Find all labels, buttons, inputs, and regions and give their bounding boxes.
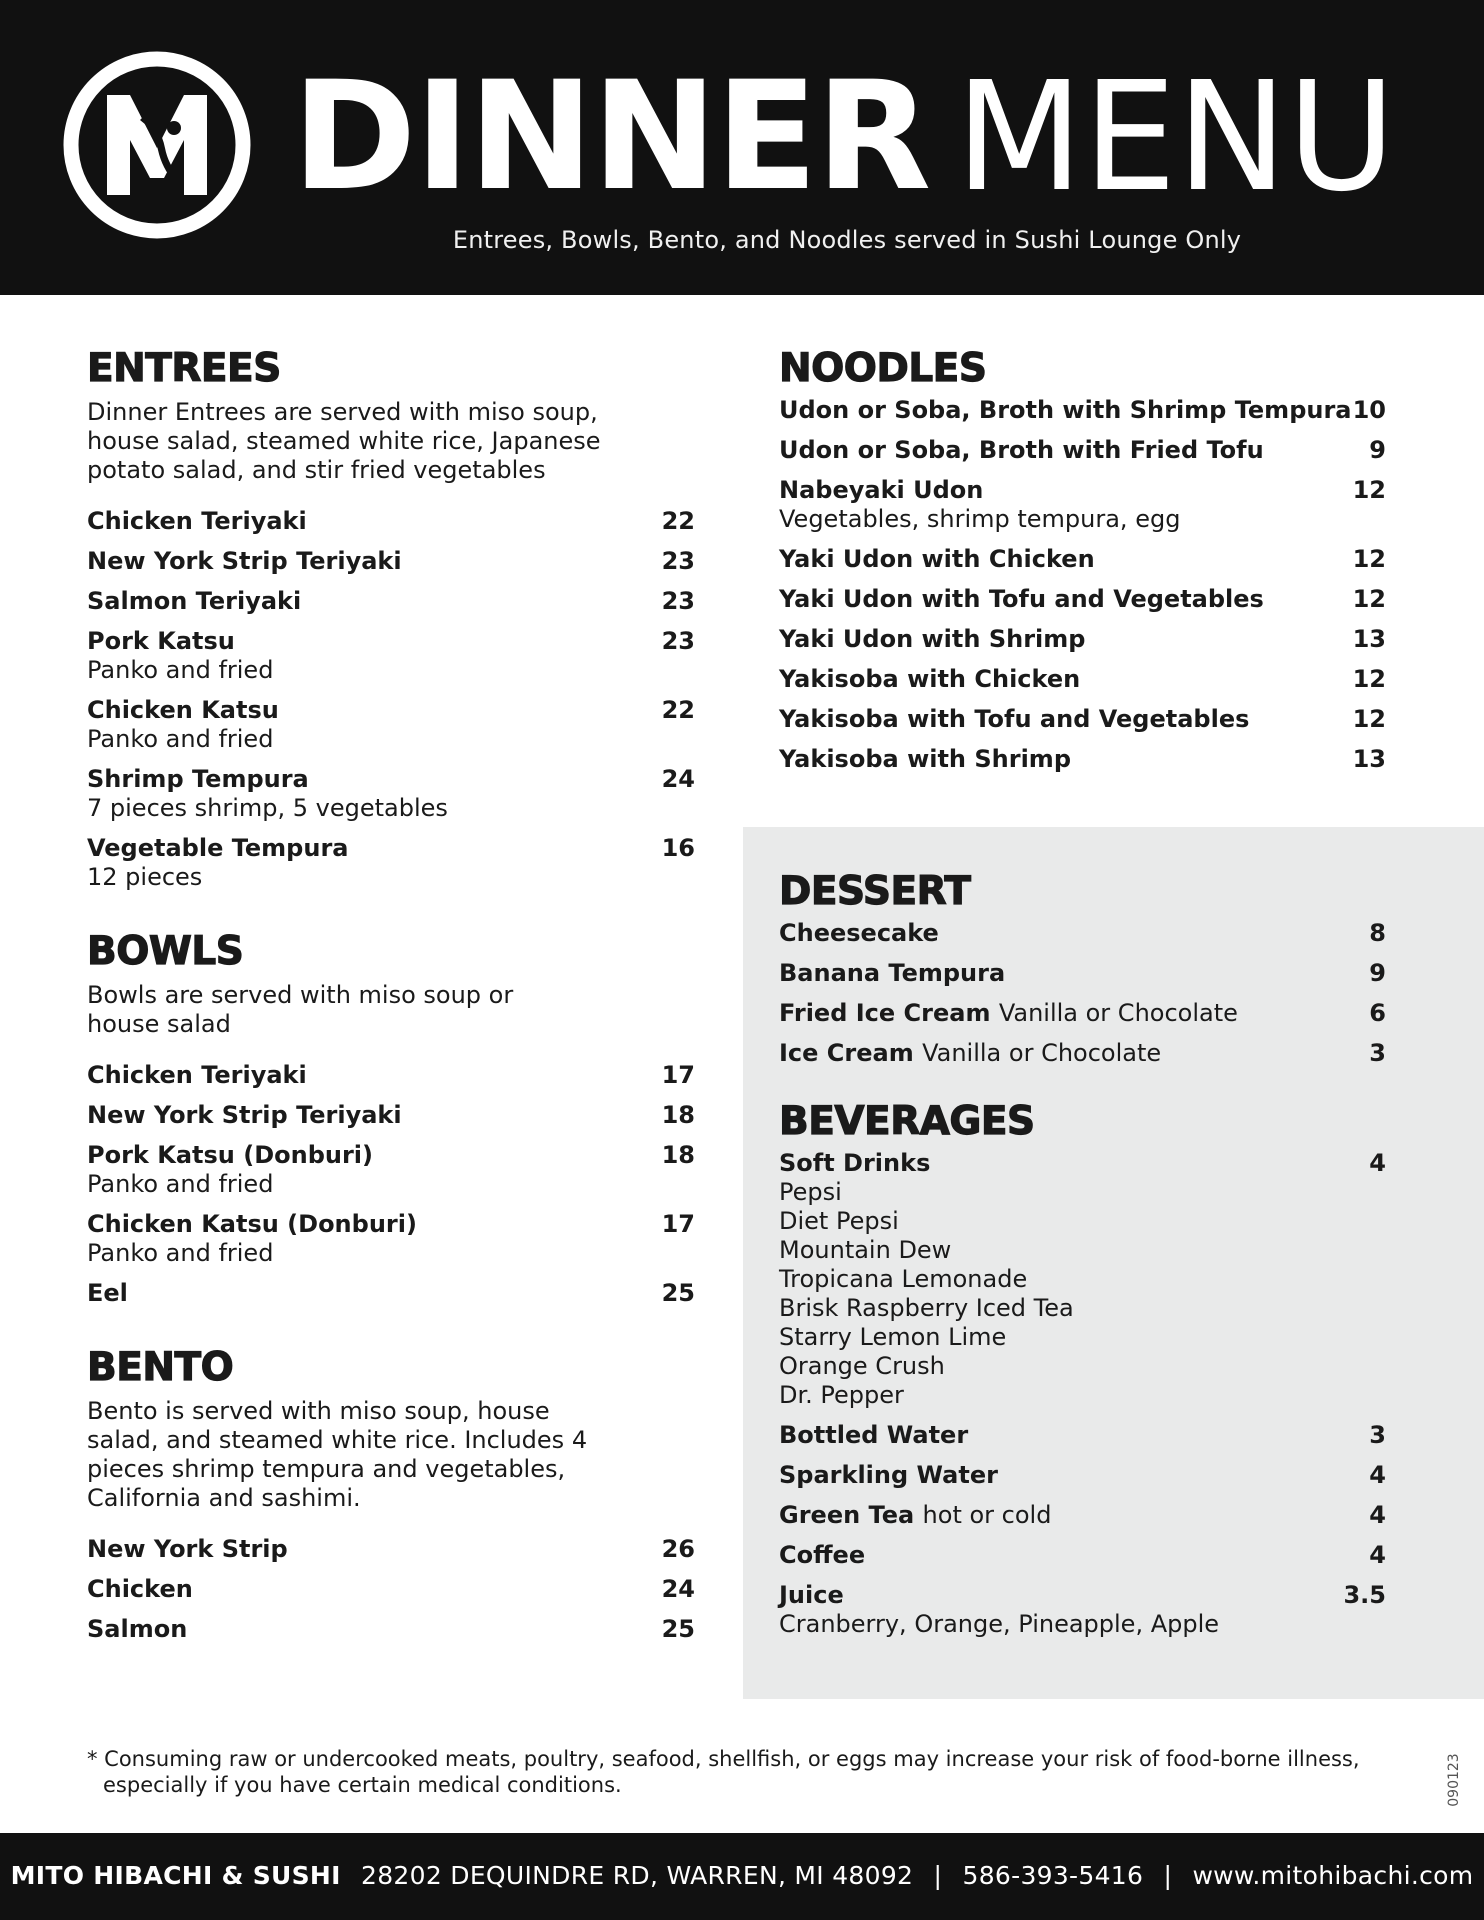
page-title bbox=[292, 49, 1396, 225]
item-name bbox=[779, 1501, 1051, 1530]
item-price: 4 bbox=[1369, 1461, 1386, 1489]
footer-address: 28202 DEQUINDRE RD, WARREN, MI 48092 bbox=[361, 1861, 914, 1890]
item-name bbox=[779, 1541, 865, 1570]
menu-item-row bbox=[87, 1535, 695, 1564]
item-name bbox=[779, 1039, 1161, 1068]
bento-intro: Bento is served with miso soup, house salad, and steamed white rice. Includes 4 pieces shrimp tempura and vegetables, California and sashimi. bbox=[87, 1397, 588, 1512]
item-price: 3 bbox=[1369, 1039, 1386, 1067]
item-name bbox=[779, 625, 1085, 654]
menu-item-row bbox=[87, 587, 695, 616]
item-title: Salmon bbox=[87, 1615, 188, 1643]
item-name bbox=[779, 919, 939, 948]
menu-item bbox=[87, 1101, 695, 1130]
item-price: 24 bbox=[661, 765, 695, 793]
item-price: 12 bbox=[1352, 665, 1386, 693]
item-price: 13 bbox=[1352, 745, 1386, 773]
item-name bbox=[779, 1581, 844, 1610]
item-name bbox=[87, 1061, 307, 1090]
item-name bbox=[87, 1210, 417, 1239]
item-title: Yakisoba with Chicken bbox=[779, 665, 1081, 693]
item-price: 24 bbox=[661, 1575, 695, 1603]
health-disclaimer bbox=[87, 1746, 1407, 1798]
menu-item bbox=[779, 705, 1386, 734]
menu-item-row bbox=[779, 919, 1386, 948]
print-code bbox=[1444, 1742, 1464, 1822]
menu-item bbox=[87, 1061, 695, 1090]
beverages-heading: BEVERAGES bbox=[779, 1099, 1035, 1144]
menu-item-row bbox=[779, 705, 1386, 734]
menu-item bbox=[87, 696, 695, 754]
item-title: Eel bbox=[87, 1279, 128, 1307]
item-name bbox=[779, 436, 1264, 465]
soft-drinks-item bbox=[779, 1149, 1386, 1410]
item-name bbox=[87, 1141, 373, 1170]
item-title: Ice Cream bbox=[779, 1039, 914, 1067]
item-title: Cheesecake bbox=[779, 919, 939, 947]
menu-item bbox=[87, 834, 695, 892]
item-title: Yaki Udon with Tofu and Vegetables bbox=[779, 585, 1264, 613]
menu-item bbox=[87, 1575, 695, 1604]
item-name bbox=[87, 587, 301, 616]
item-description: Panko and fried bbox=[87, 656, 274, 684]
item-price: 13 bbox=[1352, 625, 1386, 653]
menu-item bbox=[779, 1421, 1386, 1450]
item-price: 4 bbox=[1369, 1541, 1386, 1569]
item-name bbox=[779, 1461, 998, 1490]
item-price: 3 bbox=[1369, 1421, 1386, 1449]
title-dinner: DINNER bbox=[292, 50, 930, 224]
item-title: Chicken Teriyaki bbox=[87, 507, 307, 535]
item-price: 25 bbox=[661, 1615, 695, 1643]
menu-item-row bbox=[87, 1615, 695, 1644]
footer-separator: | bbox=[933, 1861, 943, 1890]
item-description: 12 pieces bbox=[87, 863, 203, 891]
item-title: New York Strip bbox=[87, 1535, 288, 1563]
dessert-list bbox=[779, 919, 1386, 1068]
item-title: Yakisoba with Shrimp bbox=[779, 745, 1071, 773]
disclaimer-line-1: * Consuming raw or undercooked meats, poultry, seafood, shellfish, or eggs may increase your risk of food-borne illness, bbox=[87, 1747, 1360, 1771]
item-title: Juice bbox=[779, 1581, 844, 1609]
item-description: Cranberry, Orange, Pineapple, Apple bbox=[779, 1610, 1220, 1638]
menu-item bbox=[779, 436, 1386, 465]
drink-option: Orange Crush bbox=[779, 1352, 945, 1380]
bento-heading: BENTO bbox=[87, 1345, 234, 1390]
item-title: Vegetable Tempura bbox=[87, 834, 349, 862]
item-title: Nabeyaki Udon bbox=[779, 476, 984, 504]
item-name bbox=[87, 696, 279, 725]
item-inline-description: Vanilla or Chocolate bbox=[922, 1039, 1162, 1067]
menu-item-row bbox=[779, 1039, 1386, 1068]
menu-item bbox=[779, 585, 1386, 614]
menu-item-row bbox=[779, 999, 1386, 1028]
drink-option: Starry Lemon Lime bbox=[779, 1323, 1007, 1351]
noodles-list bbox=[779, 396, 1386, 774]
menu-item bbox=[779, 665, 1386, 694]
item-price: 23 bbox=[661, 587, 695, 615]
footer-separator: | bbox=[1163, 1861, 1173, 1890]
menu-item-row bbox=[779, 1541, 1386, 1570]
item-title: Pork Katsu (Donburi) bbox=[87, 1141, 373, 1169]
footer-website[interactable]: www.mitohibachi.com bbox=[1192, 1861, 1474, 1890]
item-name bbox=[87, 1535, 288, 1564]
item-price: 3.5 bbox=[1343, 1581, 1386, 1609]
item-name bbox=[87, 627, 235, 656]
menu-item bbox=[87, 627, 695, 685]
item-title: Chicken bbox=[87, 1575, 193, 1603]
header-banner bbox=[0, 0, 1484, 295]
menu-item-row bbox=[779, 1501, 1386, 1530]
item-price: 12 bbox=[1352, 705, 1386, 733]
menu-item-row bbox=[779, 396, 1386, 425]
item-title: Chicken Katsu (Donburi) bbox=[87, 1210, 417, 1238]
item-title: Yakisoba with Tofu and Vegetables bbox=[779, 705, 1250, 733]
menu-item-row bbox=[87, 547, 695, 576]
item-name bbox=[779, 476, 983, 505]
item-price: 9 bbox=[1369, 436, 1386, 464]
menu-item-row bbox=[87, 1279, 695, 1308]
menu-item-row bbox=[87, 1101, 695, 1130]
item-name bbox=[87, 834, 348, 863]
item-price: 12 bbox=[1352, 476, 1386, 504]
item-price: 9 bbox=[1369, 959, 1386, 987]
mito-logo bbox=[62, 50, 252, 240]
item-price: 12 bbox=[1352, 545, 1386, 573]
entrees-list bbox=[87, 507, 695, 892]
item-title: Chicken Teriyaki bbox=[87, 1061, 307, 1089]
bowls-list bbox=[87, 1061, 695, 1308]
item-name bbox=[87, 1615, 187, 1644]
item-inline-description: Vanilla or Chocolate bbox=[998, 999, 1238, 1027]
item-description: Panko and fried bbox=[87, 725, 274, 753]
menu-item bbox=[87, 1615, 695, 1644]
menu-item-row bbox=[87, 507, 695, 536]
menu-item bbox=[87, 1279, 695, 1308]
item-title: Shrimp Tempura bbox=[87, 765, 309, 793]
menu-item-row bbox=[779, 545, 1386, 574]
item-title: Yaki Udon with Chicken bbox=[779, 545, 1095, 573]
bowls-intro: Bowls are served with miso soup or house salad bbox=[87, 981, 514, 1038]
item-name bbox=[87, 1279, 128, 1308]
menu-item-row bbox=[87, 1575, 695, 1604]
item-title: Green Tea bbox=[779, 1501, 915, 1529]
footer-phone[interactable]: 586-393-5416 bbox=[962, 1861, 1144, 1890]
item-title: Sparkling Water bbox=[779, 1461, 998, 1489]
item-name bbox=[779, 665, 1080, 694]
item-name bbox=[87, 547, 402, 576]
item-description: Panko and fried bbox=[87, 1239, 274, 1267]
dessert-heading: DESSERT bbox=[779, 869, 971, 914]
header-subtitle: Entrees, Bowls, Bento, and Noodles served in Sushi Lounge Only bbox=[452, 226, 1242, 254]
item-title: Salmon Teriyaki bbox=[87, 587, 302, 615]
item-name bbox=[779, 545, 1095, 574]
item-price: 17 bbox=[661, 1061, 695, 1089]
menu-item-row bbox=[779, 585, 1386, 614]
menu-item bbox=[779, 999, 1386, 1028]
drink-option: Dr. Pepper bbox=[779, 1381, 904, 1409]
item-name bbox=[87, 1575, 193, 1604]
right-column bbox=[779, 346, 1386, 785]
item-title: Udon or Soba, Broth with Shrimp Tempura bbox=[779, 396, 1352, 424]
item-title: Udon or Soba, Broth with Fried Tofu bbox=[779, 436, 1264, 464]
menu-item bbox=[87, 1210, 695, 1268]
item-price: 26 bbox=[661, 1535, 695, 1563]
item-title: New York Strip Teriyaki bbox=[87, 1101, 402, 1129]
item-name bbox=[779, 1421, 968, 1450]
item-name bbox=[779, 745, 1071, 774]
menu-item-row bbox=[87, 765, 695, 794]
item-price: 17 bbox=[661, 1210, 695, 1238]
item-name bbox=[779, 705, 1249, 734]
drink-option: Tropicana Lemonade bbox=[779, 1265, 1028, 1293]
item-title: Coffee bbox=[779, 1541, 866, 1569]
item-inline-description: hot or cold bbox=[922, 1501, 1052, 1529]
item-price: 22 bbox=[661, 507, 695, 535]
item-name bbox=[779, 959, 1005, 988]
print-code-text: 090123 bbox=[1446, 1753, 1462, 1807]
item-description: Vegetables, shrimp tempura, egg bbox=[779, 505, 1181, 533]
menu-item bbox=[87, 1535, 695, 1564]
menu-item-row bbox=[779, 625, 1386, 654]
menu-item bbox=[779, 919, 1386, 948]
item-price: 6 bbox=[1369, 999, 1386, 1027]
item-title: Chicken Katsu bbox=[87, 696, 279, 724]
item-name bbox=[87, 507, 307, 536]
dessert-beverage-panel bbox=[743, 827, 1484, 1699]
drink-option: Brisk Raspberry Iced Tea bbox=[779, 1294, 1074, 1322]
menu-item-row bbox=[779, 745, 1386, 774]
item-price: 18 bbox=[661, 1141, 695, 1169]
menu-item bbox=[779, 1581, 1386, 1639]
item-price: 18 bbox=[661, 1101, 695, 1129]
menu-item-row bbox=[779, 1421, 1386, 1450]
item-title: Yaki Udon with Shrimp bbox=[779, 625, 1086, 653]
menu-item-row bbox=[87, 696, 695, 725]
menu-item bbox=[779, 745, 1386, 774]
menu-item-row bbox=[779, 476, 1386, 505]
item-name bbox=[87, 1101, 402, 1130]
menu-item-row bbox=[779, 665, 1386, 694]
menu-item bbox=[779, 1501, 1386, 1530]
item-price: 23 bbox=[661, 547, 695, 575]
menu-item-row bbox=[87, 1210, 695, 1239]
footer-bar bbox=[0, 1833, 1484, 1920]
item-price: 23 bbox=[661, 627, 695, 655]
menu-item bbox=[779, 1541, 1386, 1570]
menu-item bbox=[87, 765, 695, 823]
item-price: 4 bbox=[1369, 1149, 1386, 1177]
item-name: Soft Drinks bbox=[779, 1149, 931, 1177]
item-price: 4 bbox=[1369, 1501, 1386, 1529]
menu-item-row bbox=[779, 959, 1386, 988]
item-name bbox=[779, 999, 1238, 1028]
drink-option: Diet Pepsi bbox=[779, 1207, 899, 1235]
menu-item bbox=[87, 547, 695, 576]
menu-item bbox=[87, 587, 695, 616]
item-price: 8 bbox=[1369, 919, 1386, 947]
menu-item bbox=[779, 476, 1386, 534]
menu-item-row bbox=[779, 436, 1386, 465]
entrees-heading: ENTREES bbox=[87, 346, 281, 391]
item-description: 7 pieces shrimp, 5 vegetables bbox=[87, 794, 448, 822]
menu-item-row bbox=[87, 834, 695, 863]
item-title: Fried Ice Cream bbox=[779, 999, 991, 1027]
business-name: MITO HIBACHI & SUSHI bbox=[10, 1861, 341, 1890]
footer-contact bbox=[0, 1861, 1484, 1890]
bowls-heading: BOWLS bbox=[87, 929, 244, 974]
item-title: New York Strip Teriyaki bbox=[87, 547, 402, 575]
item-title: Bottled Water bbox=[779, 1421, 969, 1449]
menu-item bbox=[779, 1039, 1386, 1068]
soft-drinks-list bbox=[779, 1178, 1386, 1410]
drink-option: Mountain Dew bbox=[779, 1236, 952, 1264]
bento-list bbox=[87, 1535, 695, 1644]
beverages-list bbox=[779, 1421, 1386, 1639]
title-menu: MENU bbox=[955, 49, 1396, 225]
item-name bbox=[779, 585, 1264, 614]
item-description: Panko and fried bbox=[87, 1170, 274, 1198]
menu-item bbox=[87, 507, 695, 536]
item-price: 16 bbox=[661, 834, 695, 862]
drink-option: Pepsi bbox=[779, 1178, 842, 1206]
item-price: 22 bbox=[661, 696, 695, 724]
menu-item-row bbox=[779, 1461, 1386, 1490]
noodles-heading: NOODLES bbox=[779, 346, 987, 391]
entrees-intro: Dinner Entrees are served with miso soup, house salad, steamed white rice, Japanese potato salad, and stir fried vegetables bbox=[87, 398, 601, 484]
left-column bbox=[87, 346, 695, 1655]
menu-item-row bbox=[87, 627, 695, 656]
disclaimer-line-2: especially if you have certain medical conditions. bbox=[103, 1773, 622, 1797]
menu-item-row bbox=[87, 1141, 695, 1170]
item-title: Banana Tempura bbox=[779, 959, 1006, 987]
menu-item bbox=[779, 1461, 1386, 1490]
menu-item bbox=[779, 625, 1386, 654]
menu-item bbox=[779, 959, 1386, 988]
item-price: 10 bbox=[1352, 396, 1386, 424]
menu-item bbox=[779, 545, 1386, 574]
menu-item-row bbox=[87, 1061, 695, 1090]
logo-circle-icon bbox=[62, 50, 252, 240]
item-name bbox=[87, 765, 309, 794]
menu-item bbox=[87, 1141, 695, 1199]
item-title: Pork Katsu bbox=[87, 627, 235, 655]
menu-item bbox=[779, 396, 1386, 425]
menu-item-row bbox=[779, 1581, 1386, 1610]
item-price: 25 bbox=[661, 1279, 695, 1307]
item-price: 12 bbox=[1352, 585, 1386, 613]
item-name bbox=[779, 396, 1351, 425]
